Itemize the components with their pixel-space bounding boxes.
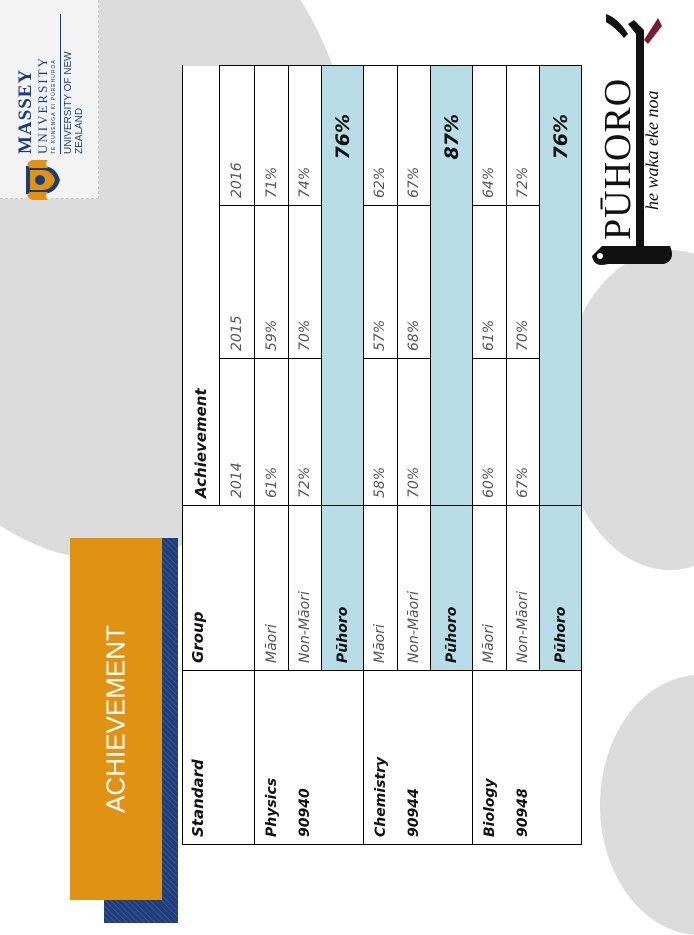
group-cell: Māori bbox=[473, 506, 507, 671]
standard-subject: Physics bbox=[255, 671, 289, 845]
value-cell: 71% bbox=[255, 65, 289, 205]
brand-tagline: he waka eke noa bbox=[642, 90, 662, 210]
puhoro-logo bbox=[588, 10, 688, 272]
value-cell: 58% bbox=[364, 359, 398, 506]
standard-code: 90940 bbox=[288, 671, 322, 845]
header-achievement: Achievement bbox=[183, 65, 220, 505]
header-group: Group bbox=[183, 506, 255, 671]
value-cell: 72% bbox=[506, 65, 540, 205]
value-cell: 61% bbox=[473, 206, 507, 359]
standard-code: 90944 bbox=[397, 671, 431, 845]
puhoro-value-cell: 76% bbox=[540, 65, 582, 505]
university-country: UNIVERSITY OF NEW ZEALAND bbox=[60, 14, 85, 154]
value-cell: 72% bbox=[288, 359, 322, 506]
group-cell: Māori bbox=[255, 506, 289, 671]
value-cell: 57% bbox=[364, 206, 398, 359]
puhoro-value-cell: 87% bbox=[431, 65, 473, 505]
table-header-row bbox=[183, 65, 220, 844]
group-cell: Māori bbox=[364, 506, 398, 671]
table-row bbox=[255, 65, 289, 844]
standard-subject: Biology bbox=[473, 671, 507, 845]
table-row bbox=[397, 65, 431, 844]
table-row bbox=[288, 65, 322, 844]
university-maori-name: TE KUNENGA KI PŪREHUROA bbox=[51, 59, 57, 154]
group-cell: Non-Māori bbox=[506, 506, 540, 671]
background-shape bbox=[600, 675, 694, 935]
university-name: MASSEY bbox=[15, 68, 36, 154]
achievement-table bbox=[182, 65, 582, 845]
value-cell: 67% bbox=[506, 359, 540, 506]
value-cell: 68% bbox=[397, 206, 431, 359]
puhoro-group-cell: Pūhoro bbox=[322, 506, 364, 671]
value-cell: 70% bbox=[506, 206, 540, 359]
group-cell: Non-Māori bbox=[397, 506, 431, 671]
value-cell: 61% bbox=[255, 359, 289, 506]
value-cell: 60% bbox=[473, 359, 507, 506]
massey-logo-content bbox=[14, 14, 84, 202]
header-year: 2014 bbox=[219, 359, 255, 506]
massey-logo bbox=[0, 0, 99, 199]
value-cell: 74% bbox=[288, 65, 322, 205]
puhoro-group-cell: Pūhoro bbox=[431, 506, 473, 671]
group-cell: Non-Māori bbox=[288, 506, 322, 671]
table-row bbox=[473, 65, 507, 844]
crest-icon bbox=[20, 158, 64, 202]
title-block bbox=[70, 538, 162, 900]
header-standard: Standard bbox=[183, 671, 255, 845]
table-row bbox=[431, 65, 473, 844]
page-title: ACHIEVEMENT bbox=[100, 625, 131, 813]
table-row bbox=[322, 65, 364, 844]
header-year: 2015 bbox=[219, 206, 255, 359]
standard-subject: Chemistry bbox=[364, 671, 398, 845]
value-cell: 59% bbox=[255, 206, 289, 359]
table-row bbox=[540, 65, 582, 844]
table-row bbox=[506, 65, 540, 844]
value-cell: 67% bbox=[397, 65, 431, 205]
value-cell: 64% bbox=[473, 65, 507, 205]
university-name-line2: UNIVERSITY bbox=[35, 56, 50, 154]
achievement-table-container bbox=[182, 66, 582, 845]
table-row bbox=[364, 65, 398, 844]
value-cell: 70% bbox=[288, 206, 322, 359]
puhoro-value-cell: 76% bbox=[322, 65, 364, 505]
brand-name: PŪHORO bbox=[597, 77, 639, 240]
value-cell: 62% bbox=[364, 65, 398, 205]
puhoro-group-cell: Pūhoro bbox=[540, 506, 582, 671]
header-year: 2016 bbox=[219, 65, 255, 205]
standard-code: 90948 bbox=[506, 671, 540, 845]
value-cell: 70% bbox=[397, 359, 431, 506]
